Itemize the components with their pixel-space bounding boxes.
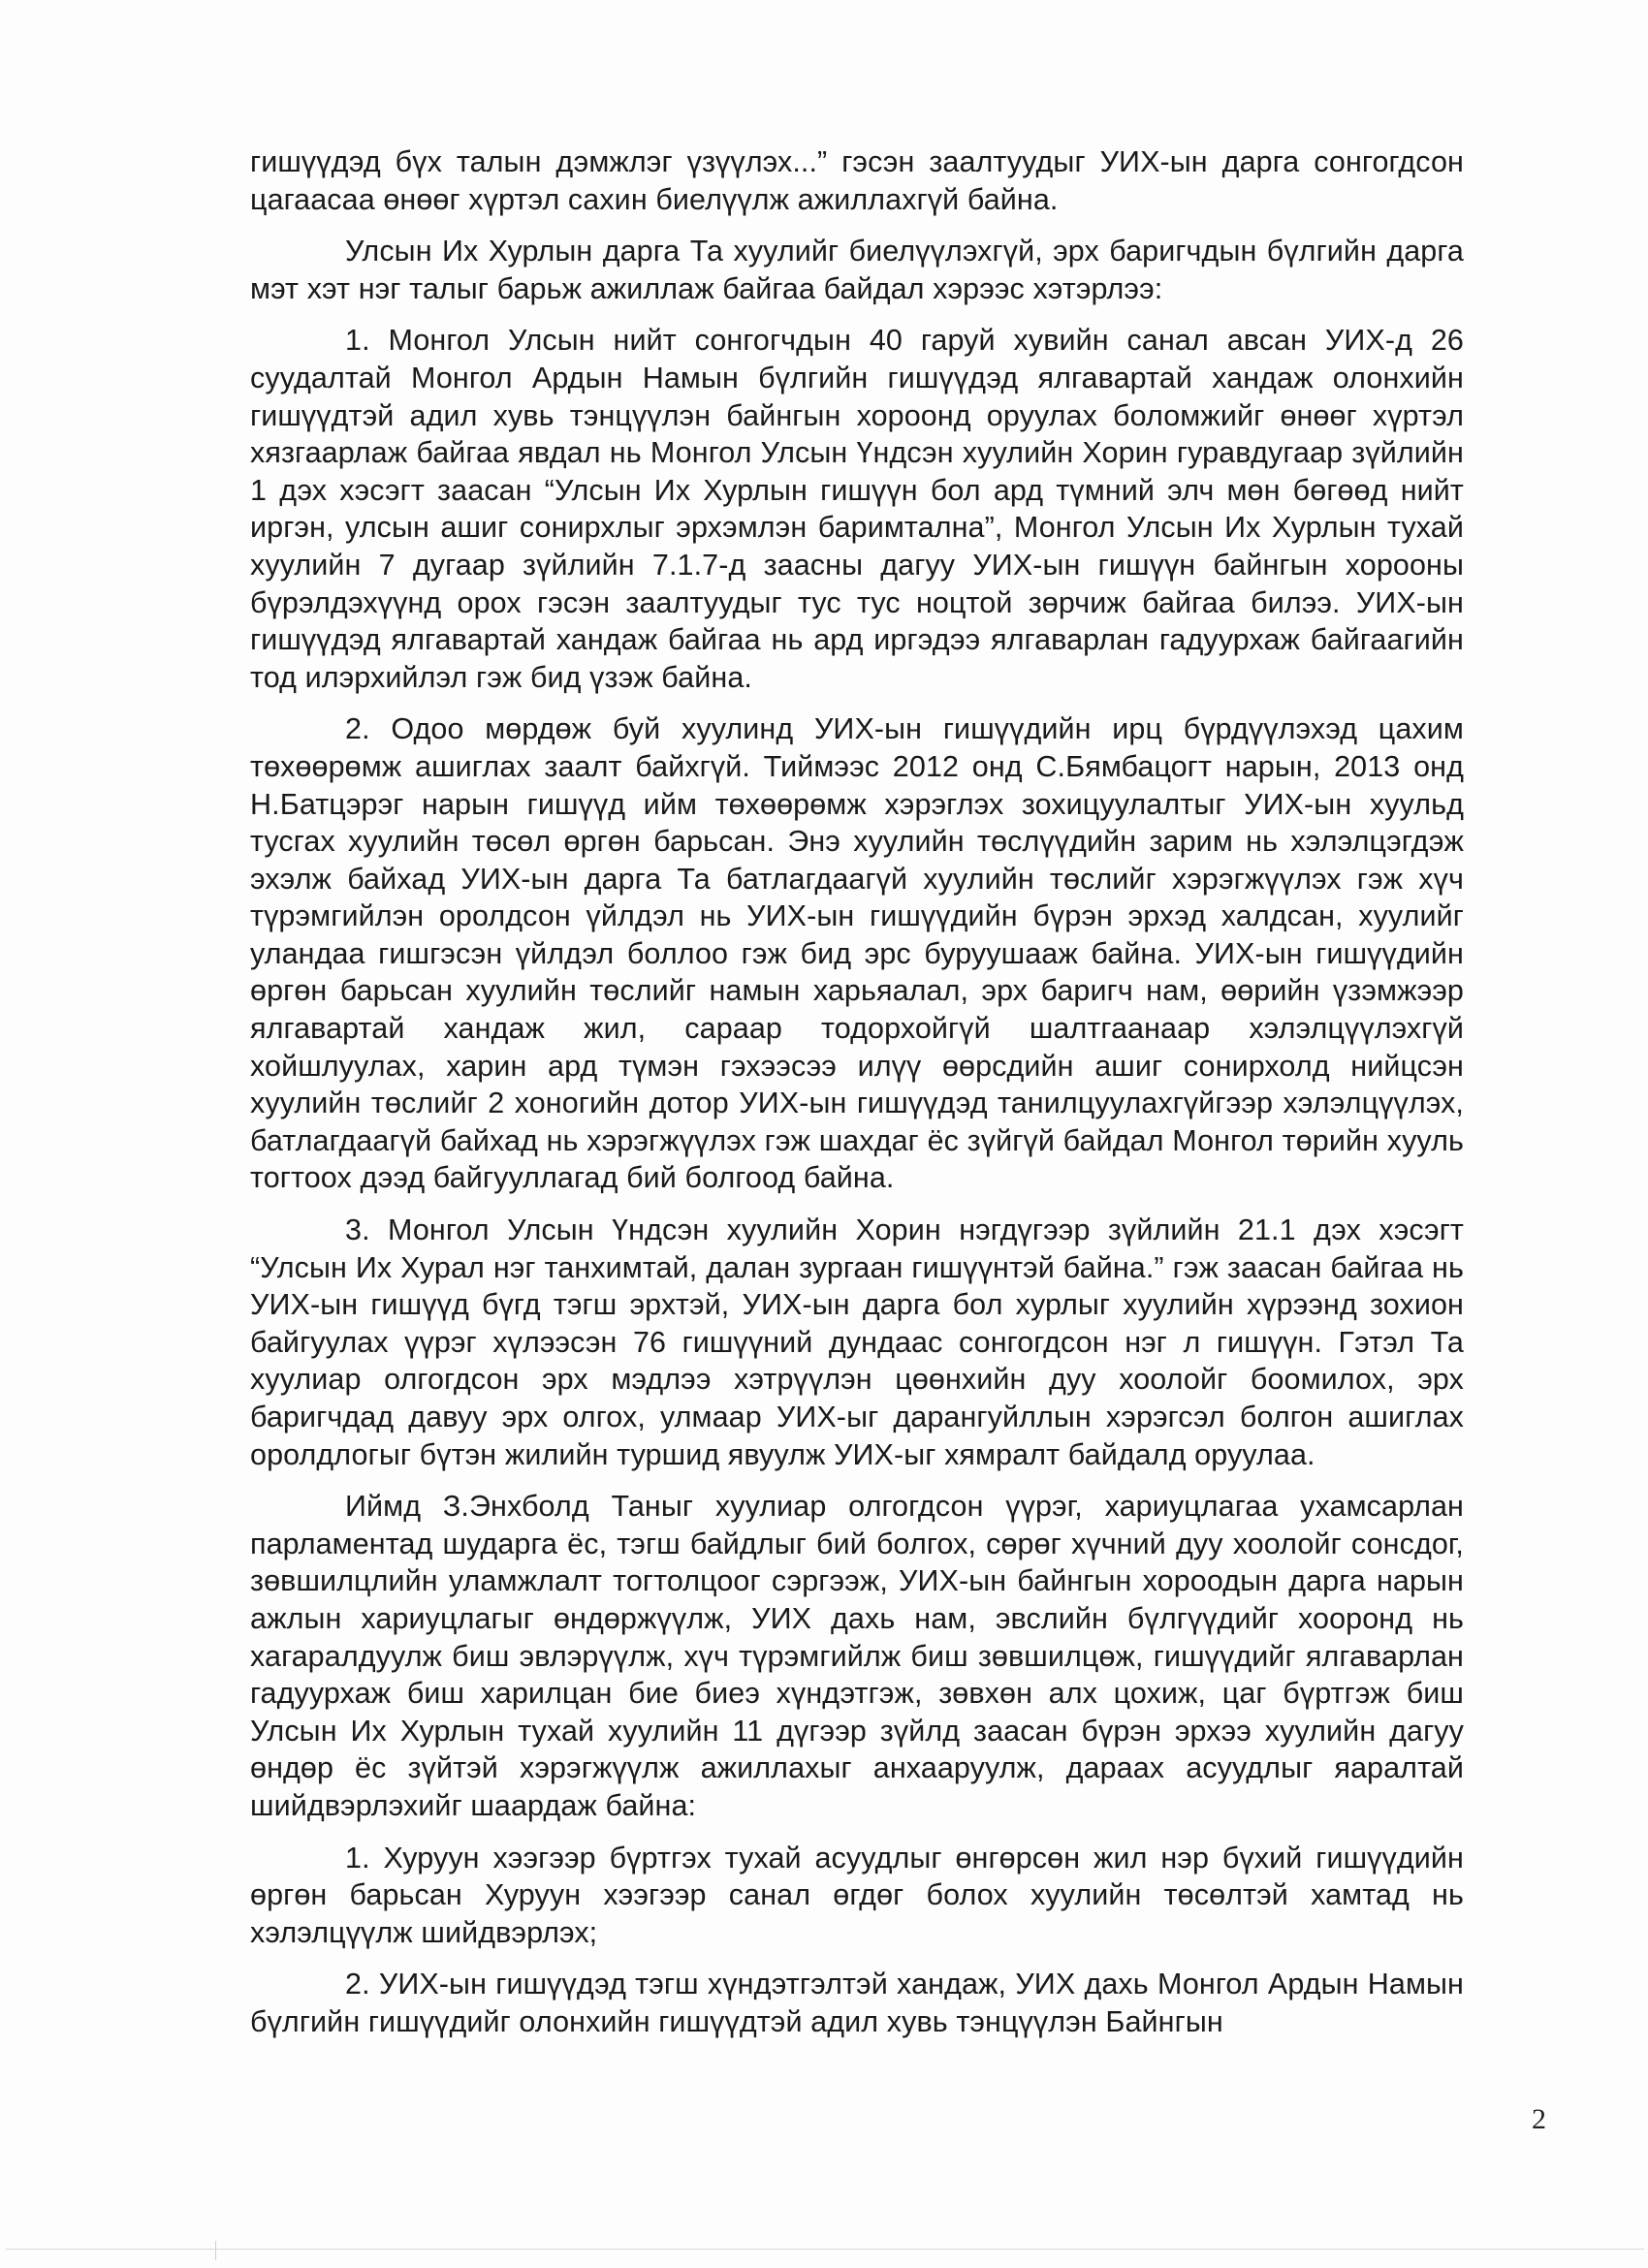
scan-edge-tick [215, 2241, 216, 2260]
paragraph-point-1: 1. Монгол Улсын нийт сонгогчдын 40 гаруй хувийн санал авсан УИХ-д 26 суудалтай Монгол Ардын Намын бүлгийн гишүүдэд ялгавартай хандаж олонхийн гишүүдтэй адил хувь тэнцүүлэн байнгын хороонд оруулах боломжийг өнөөг хүртэл хязгаарлаж байгаа явдал нь Монгол Улсын Үндсэн хуулийн Хорин гуравдугаар зүйлийн 1 дэх хэсэгт заасан “Улсын Их Хурлын гишүүн бол ард түмний элч мөн бөгөөд нийт иргэн, улсын ашиг сонирхлыг эрхэмлэн баримтална”, Монгол Улсын Их Хурлын тухай хуулийн 7 дугаар зүйлийн 7.1.7-д заасны дагуу УИХ-ын гишүүн байнгын хорооны бүрэлдэхүүнд орох гэсэн заалтуудыг тус тус ноцтой зөрчиж байгаа билээ. УИХ-ын гишүүдэд ялгавартай хандаж байгаа нь ард иргэдээ ялгаварлан гадуурхаж байгаагийн тод илэрхийлэл гэж бид үзэж байна. [250, 324, 1464, 694]
paragraph-demand-2: 2. УИХ-ын гишүүдэд тэгш хүндэтгэлтэй хандаж, УИХ дахь Монгол Ардын Намын бүлгийн гишүүдийг олонхийн гишүүдтэй адил хувь тэнцүүлэн Байнгын [250, 1968, 1464, 2038]
page-number: 2 [1532, 2103, 1546, 2135]
paragraph-intro: Улсын Их Хурлын дарга Та хуулийг биелүүлэхгүй, эрх баригчдын бүлгийн дарга мэт хэт нэг талыг барьж ажиллаж байгаа байдал хэрээс хэтэрлээ: [250, 235, 1464, 305]
paragraph-demand: Иймд З.Энхболд Таныг хуулиар олгогдсон үүрэг, хариуцлагаа ухамсарлан парламентад шударга ёс, тэгш байдлыг бий болгох, сөрөг хүчний дуу хоолойг сонсдог, зөвшилцлийн уламжлалт тогтолцоог сэргээж, УИХ-ын байнгын хороодын дарга нарын ажлын хариуцлагыг өндөржүүлж, УИХ дахь нам, эвслийн бүлгүүдийг хооронд нь хагаралдуулж биш эвлэрүүлж, хүч түрэмгийлж биш зөвшилцөж, гишүүдийг ялгаварлан гадуурхаж биш харилцан бие биеэ хүндэтгэж, зөвхөн алх цохиж, цаг бүртгэж биш Улсын Их Хурлын тухай хуулийн 11 дүгээр зүйлд заасан бүрэн эрхээ хуулийн дагуу өндөр ёс зүйтэй хэрэгжүүлж ажиллахыг анхааруулж, дараах асуудлыг яаралтай шийдвэрлэхийг шаардаж байна: [250, 1490, 1464, 1822]
paragraph-point-3: 3. Монгол Улсын Үндсэн хуулийн Хорин нэгдүгээр зүйлийн 21.1 дэх хэсэгт “Улсын Их Хурал нэг танхимтай, далан зургаан гишүүнтэй байна.” гэж заасан байгаа нь УИХ-ын гишүүд бүгд тэгш эрхтэй, УИХ-ын дарга бол хурлыг хуулийн хүрээнд зохион байгуулах үүрэг хүлээсэн 76 гишүүний дундаас сонгогдсон нэг л гишүүн. Гэтэл Та хуулиар олгогдсон эрх мэдлээ хэтрүүлэн цөөнхийн дуу хоолойг боомилох, эрх баригчдад давуу эрх олгох, улмаар УИХ-ыг дарангуйллын хэрэгсэл болгон ашиглах оролдлогыг бүтэн жилийн туршид явуулж УИХ-ыг хямралт байдалд оруулаа. [250, 1213, 1464, 1471]
paragraph-continuation: гишүүдэд бүх талын дэмжлэг үзүүлэх...” гэсэн заалтуудыг УИХ-ын дарга сонгогдсон цагаасаа өнөөг хүртэл сахин биелүүлж ажиллахгүй байна. [250, 145, 1464, 216]
scan-edge-line [6, 2249, 1644, 2250]
document-body [250, 143, 1464, 2056]
paragraph-point-2: 2. Одоо мөрдөж буй хуулинд УИХ-ын гишүүдийн ирц бүрдүүлэхэд цахим төхөөрөмж ашиглах заалт байхгүй. Тиймээс 2012 онд С.Бямбацогт нарын, 2013 онд Н.Батцэрэг нарын гишүүд ийм төхөөрөмж хэрэглэх зохицуулалтыг УИХ-ын хуульд тусгах хуулийн төсөл өргөн барьсан. Энэ хуулийн төслүүдийн зарим нь хэлэлцэгдэж эхэлж байхад УИХ-ын дарга Та батлагдаагүй хуулийн төслийг хэрэгжүүлэх гэж хүч түрэмгийлэн оролдсон үйлдэл нь УИХ-ын гишүүдийн бүрэн эрхэд халдсан, хуулийг уландаа гишгэсэн үйлдэл боллоо гэж бид эрс буруушааж байна. УИХ-ын гишүүдийн өргөн барьсан хуулийн төслийг намын харьяалал, эрх баригч нам, өөрийн үзэмжээр ялгавартай хандаж жил, сараар тодорхойгүй шалтгаанаар хэлэлцүүлэхгүй хойшлуулах, харин ард түмэн гэхээсээ илүү өөрсдийн ашиг сонирхолд нийцсэн хуулийн төслийг 2 хоногийн дотор УИХ-ын гишүүдэд танилцуулахгүйгээр хэлэлцүүлэх, батлагдаагүй байхад нь хэрэгжүүлэх гэж шахдаг ёс зүйгүй байдал Монгол төрийн хууль тогтоох дээд байгууллагад бий болгоод байна. [250, 712, 1464, 1195]
paragraph-demand-1: 1. Хуруун хээгээр бүртгэх тухай асуудлыг өнгөрсөн жил нэр бүхий гишүүдийн өргөн барьсан Хуруун хээгээр санал өгдөг болох хуулийн төсөлтэй хамтад нь хэлэлцүүлж шийдвэрлэх; [250, 1841, 1464, 1949]
